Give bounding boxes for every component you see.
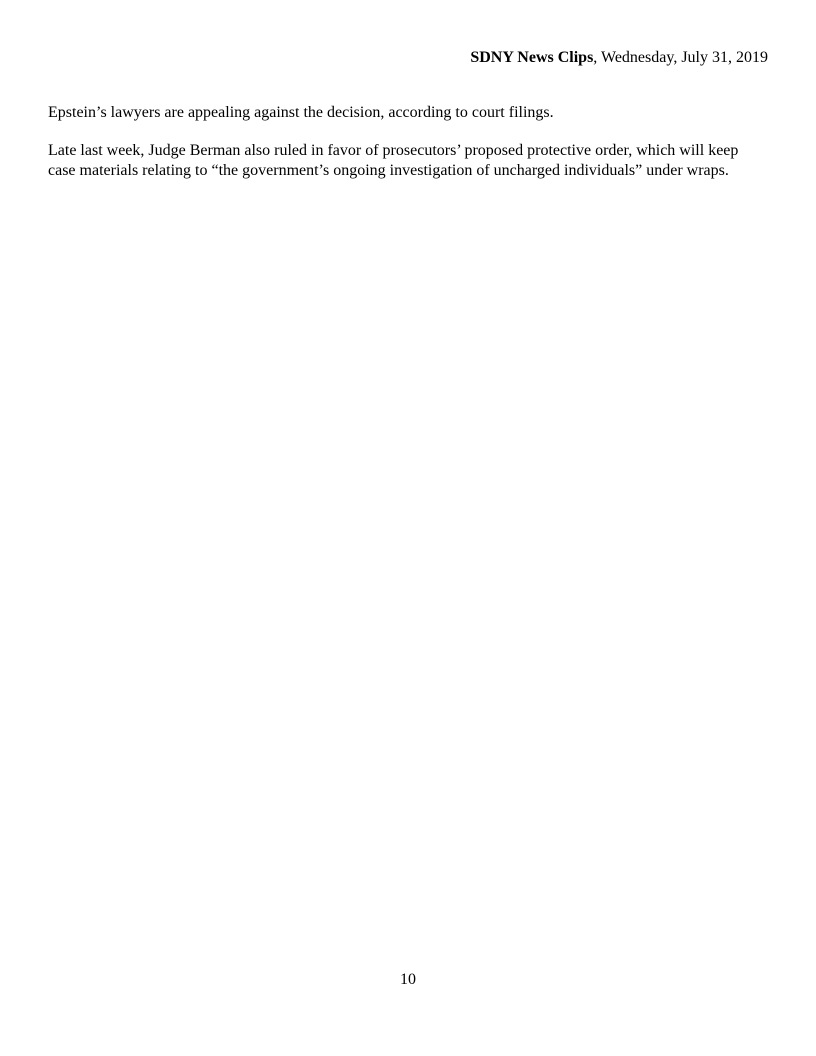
page-header xyxy=(470,48,768,68)
paragraph: Late last week, Judge Berman also ruled in favor of prosecutors’ proposed protective order, which will keep case materials relating to “the government’s ongoing investigation of uncharged individuals” under wraps. xyxy=(48,142,739,179)
paragraph: Epstein’s lawyers are appealing against the decision, according to court filings. xyxy=(48,104,554,121)
article-body xyxy=(48,103,768,199)
publication-name: SDNY News Clips xyxy=(470,49,594,66)
header-date: , Wednesday, July 31, 2019 xyxy=(593,49,768,66)
page-number: 10 xyxy=(400,971,416,988)
